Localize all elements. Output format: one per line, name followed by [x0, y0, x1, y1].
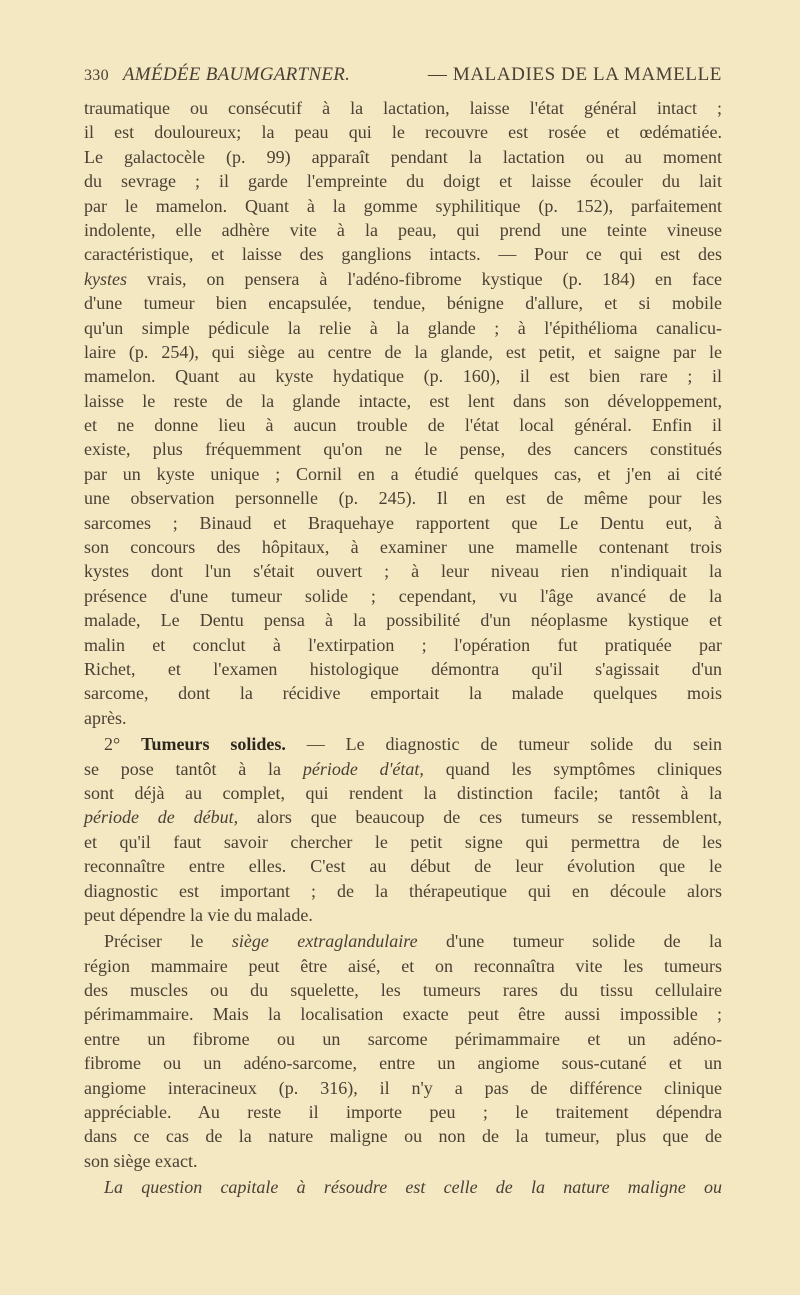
text-line: [84, 145, 722, 169]
text-run: des muscles ou du squelette, les tumeurs rares du tissu cellulaire: [84, 980, 722, 1001]
text-run: Le galactocèle (p. 99) apparaît pendant la lactation ou au moment: [84, 146, 722, 167]
text-run: caractéristique, et laisse des ganglions intacts. — Pour ce qui est des: [84, 244, 722, 265]
text-run: 2°: [104, 734, 142, 755]
paragraph: [84, 929, 722, 1173]
text-line: [84, 608, 722, 632]
text-line: [84, 657, 722, 681]
text-line: [84, 559, 722, 583]
text-line: [84, 486, 722, 510]
text-run: et qu'il faut savoir chercher le petit signe qui permettra de les: [84, 831, 722, 852]
text-line: [84, 781, 722, 805]
header-title: — MALADIES DE LA MAMELLE: [427, 64, 722, 85]
text-line: [84, 511, 722, 535]
text-run: son siège exact.: [84, 1150, 198, 1171]
text-run: alors que beaucoup de ces tumeurs se ressemblent,: [238, 807, 722, 828]
text-line: [84, 633, 722, 657]
text-run: fibrome ou un adéno-sarcome, entre un angiome sous-cutané et un: [84, 1053, 722, 1074]
italic-text: siège extraglandulaire: [231, 931, 418, 952]
text-run: malin et conclut à l'extirpation ; l'opération fut pratiquée par: [84, 634, 722, 655]
text-run: quand les symptômes cliniques: [423, 758, 722, 779]
text-line: [84, 732, 722, 756]
text-run: mamelon. Quant au kyste hydatique (p. 160), il est bien rare ; il: [84, 366, 722, 387]
text-line: [84, 929, 722, 953]
text-run: Préciser le: [104, 931, 232, 952]
page-number: 330: [84, 67, 109, 84]
text-run: appréciable. Au reste il importe peu ; le traitement dépendra: [84, 1102, 722, 1123]
text-run: sarcome, dont la récidive emportait la malade quelques mois: [84, 683, 722, 704]
text-line: [84, 242, 722, 266]
text-line: [84, 1076, 722, 1100]
text-line: [84, 854, 722, 878]
text-line: [84, 340, 722, 364]
text-run: peut dépendre la vie du malade.: [84, 904, 313, 925]
text-line: [84, 879, 722, 903]
paragraph: [84, 1175, 722, 1199]
text-run: il est douloureux; la peau qui le recouvre est rosée et œdématiée.: [84, 122, 722, 143]
text-line: [84, 194, 722, 218]
text-run: dans ce cas de la nature maligne ou non de la tumeur, plus que de: [84, 1126, 722, 1147]
text-line: [84, 805, 722, 829]
text-run: — Le diagnostic de tumeur solide du sein: [285, 734, 722, 755]
text-line: [84, 120, 722, 144]
text-run: reconnaître entre elles. C'est au début de leur évolution que le: [84, 856, 722, 877]
text-run: une observation personnelle (p. 245). Il en est de même pour les: [84, 488, 722, 509]
text-run: d'une tumeur solide de la: [417, 931, 722, 952]
text-line: [84, 978, 722, 1002]
text-run: entre un fibrome ou un sarcome périmammaire et un adéno-: [84, 1028, 722, 1049]
body-text: [84, 96, 722, 1200]
text-run: présence d'une tumeur solide ; cependant, vu l'âge avancé de la: [84, 585, 722, 606]
text-line: [84, 96, 722, 120]
text-line: [84, 584, 722, 608]
text-line: [84, 954, 722, 978]
text-run: d'une tumeur bien encapsulée, tendue, bénigne d'allure, et si mobile: [84, 293, 722, 314]
paragraph: [84, 732, 722, 927]
text-line: [84, 903, 722, 927]
text-run: et ne donne lieu à aucun trouble de l'état local général. Enfin il: [84, 415, 722, 436]
text-run: laisse le reste de la glande intacte, est lent dans son développement,: [84, 390, 722, 411]
text-run: se pose tantôt à la: [84, 758, 303, 779]
text-line: [84, 1027, 722, 1051]
text-run: région mammaire peut être aisé, et on reconnaîtra vite les tumeurs: [84, 955, 722, 976]
text-run: périmammaire. Mais la localisation exacte peut être aussi impossible ;: [84, 1004, 722, 1025]
text-line: [84, 218, 722, 242]
text-line: [84, 267, 722, 291]
text-run: son concours des hôpitaux, à examiner une mamelle contenant trois: [84, 537, 722, 558]
text-line: [84, 535, 722, 559]
text-run: vrais, on pensera à l'adéno-fibrome kystique (p. 184) en face: [126, 268, 722, 289]
text-line: [84, 1175, 722, 1199]
italic-text: kystes: [84, 268, 127, 289]
paragraph: [84, 96, 722, 730]
text-run: malade, Le Dentu pensa à la possibilité d'un néoplasme kystique et: [84, 610, 722, 631]
text-line: [84, 364, 722, 388]
text-run: du sevrage ; il garde l'empreinte du doigt et laisse écouler du lait: [84, 171, 722, 192]
text-line: [84, 1051, 722, 1075]
text-run: sont déjà au complet, qui rendent la distinction facile; tantôt à la: [84, 782, 722, 803]
text-line: [84, 389, 722, 413]
text-run: par le mamelon. Quant à la gomme syphilitique (p. 152), parfaitement: [84, 195, 722, 216]
italic-text: La question capitale à résoudre est celle de la nature maligne ou: [104, 1177, 722, 1198]
text-line: [84, 757, 722, 781]
text-line: [84, 413, 722, 437]
text-run: sarcomes ; Binaud et Braquehaye rapportent que Le Dentu eut, à: [84, 512, 722, 533]
italic-text: période d'état,: [302, 758, 424, 779]
text-line: [84, 1149, 722, 1173]
bold-heading: Tumeurs solides.: [141, 734, 286, 755]
book-page: [84, 64, 722, 1200]
text-run: qu'un simple pédicule la relie à la glande ; à l'épithélioma canalicu-: [84, 317, 722, 338]
text-run: kystes dont l'un s'était ouvert ; à leur niveau rien n'indiquait la: [84, 561, 722, 582]
text-run: après.: [84, 707, 127, 728]
text-line: [84, 316, 722, 340]
text-run: angiome interacineux (p. 316), il n'y a pas de différence clinique: [84, 1077, 722, 1098]
text-run: existe, plus fréquemment qu'on ne le pense, des cancers constitués: [84, 439, 722, 460]
text-line: [84, 169, 722, 193]
running-header: [84, 64, 722, 94]
text-line: [84, 1124, 722, 1148]
text-line: [84, 1100, 722, 1124]
text-line: [84, 1002, 722, 1026]
text-line: [84, 462, 722, 486]
text-line: [84, 706, 722, 730]
text-line: [84, 681, 722, 705]
text-run: indolente, elle adhère vite à la peau, qui prend une teinte vineuse: [84, 219, 722, 240]
text-run: laire (p. 254), qui siège au centre de la glande, est petit, et saigne par le: [84, 341, 722, 362]
italic-text: période de début,: [84, 807, 239, 828]
header-author: AMÉDÉE BAUMGARTNER.: [122, 64, 351, 85]
text-line: [84, 291, 722, 315]
text-run: Richet, et l'examen histologique démontra qu'il s'agissait d'un: [84, 658, 722, 679]
text-line: [84, 830, 722, 854]
text-run: diagnostic est important ; de la thérapeutique qui en découle alors: [84, 880, 722, 901]
text-line: [84, 437, 722, 461]
text-run: traumatique ou consécutif à la lactation, laisse l'état général intact ;: [84, 98, 722, 118]
text-run: par un kyste unique ; Cornil en a étudié quelques cas, et j'en ai cité: [84, 463, 722, 484]
